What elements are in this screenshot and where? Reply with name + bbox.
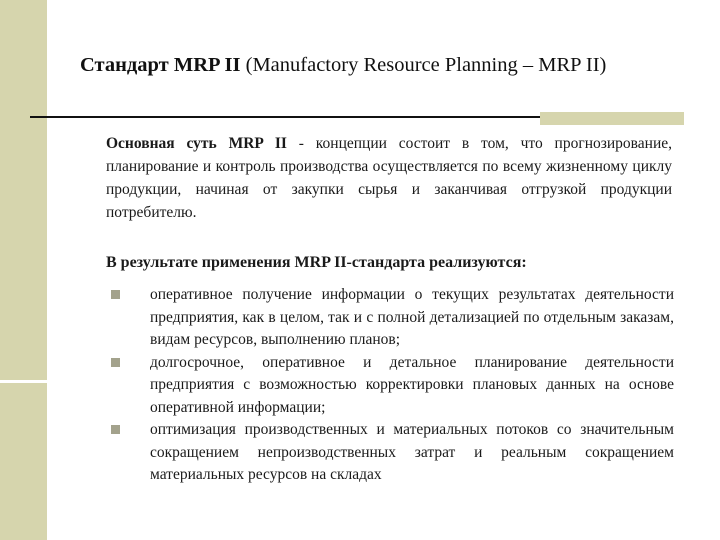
title-bold-part: Стандарт MRP II — [80, 54, 241, 76]
section-subheading: В результате применения MRP II-стандарта реализуются: — [106, 254, 527, 271]
left-decorative-strip — [0, 0, 47, 540]
title-normal-part: (Manufactory Resource Planning – MRP II) — [240, 54, 607, 76]
square-bullet-icon — [111, 425, 120, 434]
list-item-text: долгосрочное, оперативное и детальное планирование деятельности предприятия с возможностью корректировки плановых данных на основе оперативной информации; — [150, 353, 674, 416]
list-item-text: оптимизация производственных и материальных потоков со значительным сокращением непроизводственных затрат и реальным сокращением материальных ресурсов на складах — [150, 421, 674, 483]
intro-paragraph — [106, 132, 672, 224]
square-bullet-icon — [111, 290, 120, 299]
slide-title — [80, 54, 710, 77]
decorative-accent-block — [540, 112, 684, 125]
paragraph-lead: Основная суть MRP II — [106, 135, 287, 152]
paragraph-text: - концепции состоит в том, что прогнозирование, планирование и контроль производства осуществляется по всему жизненному циклу продукции, начиная от закупки сырья и заканчивая отгрузкой продукции потребителю. — [106, 135, 673, 221]
square-bullet-icon — [111, 358, 120, 367]
list-item — [106, 284, 674, 352]
list-item-text: оперативное получение информации о текущих результатах деятельности предприятия, как в целом, так и с полной детализацией по отдельным заказам, видам ресурсов, выполнению планов; — [150, 286, 674, 348]
left-strip-divider — [0, 380, 47, 383]
list-item — [106, 352, 674, 420]
bullet-list — [106, 284, 674, 487]
list-item — [106, 419, 674, 487]
